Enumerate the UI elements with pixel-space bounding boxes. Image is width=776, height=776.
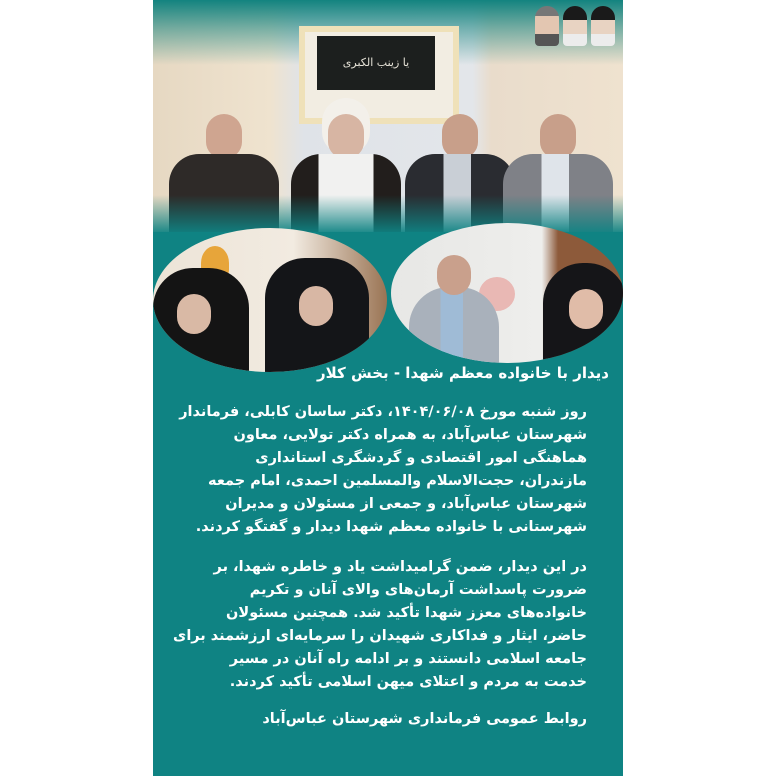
calligraphy-frame [299,26,459,124]
text-line: جامعه اسلامی دانستند و بر ادامه راه آنان در مسیر [229,651,587,667]
text-line: مازندران، حجت‌الاسلام والمسلمین احمدی، امام جمعه [208,473,587,489]
right-oval-photo [391,223,623,363]
person-figure [543,263,623,363]
post-title: دیدار با خانواده معظم شهدا - بخش کلار [317,364,609,382]
paragraph-1 [179,401,587,539]
text-line: شهرستانی با خانواده معظم شهدا دیدار و گفتگو کردند. [195,519,587,535]
text-line: هماهنگی امور اقتصادی و گردشگری استانداری [255,450,587,466]
person-figure [265,258,369,372]
leaders-portraits [525,6,615,54]
text-line: خدمت به مردم و اعتلای میهن اسلامی تأکید کردند. [229,674,587,690]
portrait-image [535,6,559,46]
signature: روابط عمومی فرمانداری شهرستان عباس‌آباد [262,711,587,727]
text-line: خانواده‌های معزز شهدا تأکید شد. همچنین مسئولان [226,605,587,621]
text-line: شهرستان عباس‌آباد، به همراه دکتر تولایی، معاون [233,427,587,443]
person-figure [153,268,249,372]
calligraphy-text: یا زینب الکبری [317,36,435,90]
news-post-card [153,0,623,776]
left-oval-photo [153,228,387,372]
text-line: روز شنبه مورخ ۱۴۰۴/۰۶/۰۸، دکتر ساسان کابلی، فرماندار [179,404,587,420]
text-line: حاضر، ایثار و فداکاری شهیدان را سرمایه‌ای ارزشمند برای [173,628,587,644]
text-line: در این دیدار، ضمن گرامیداشت یاد و خاطره شهدا، بر [213,559,587,575]
portrait-image [563,6,587,46]
text-line: ضرورت پاسداشت آرمان‌های والای آنان و تکریم [249,582,587,598]
portrait-image [591,6,615,46]
person-figure [409,287,499,363]
paragraph-2 [173,556,587,694]
text-line: شهرستان عباس‌آباد، و جمعی از مسئولان و مدیران [225,496,587,512]
